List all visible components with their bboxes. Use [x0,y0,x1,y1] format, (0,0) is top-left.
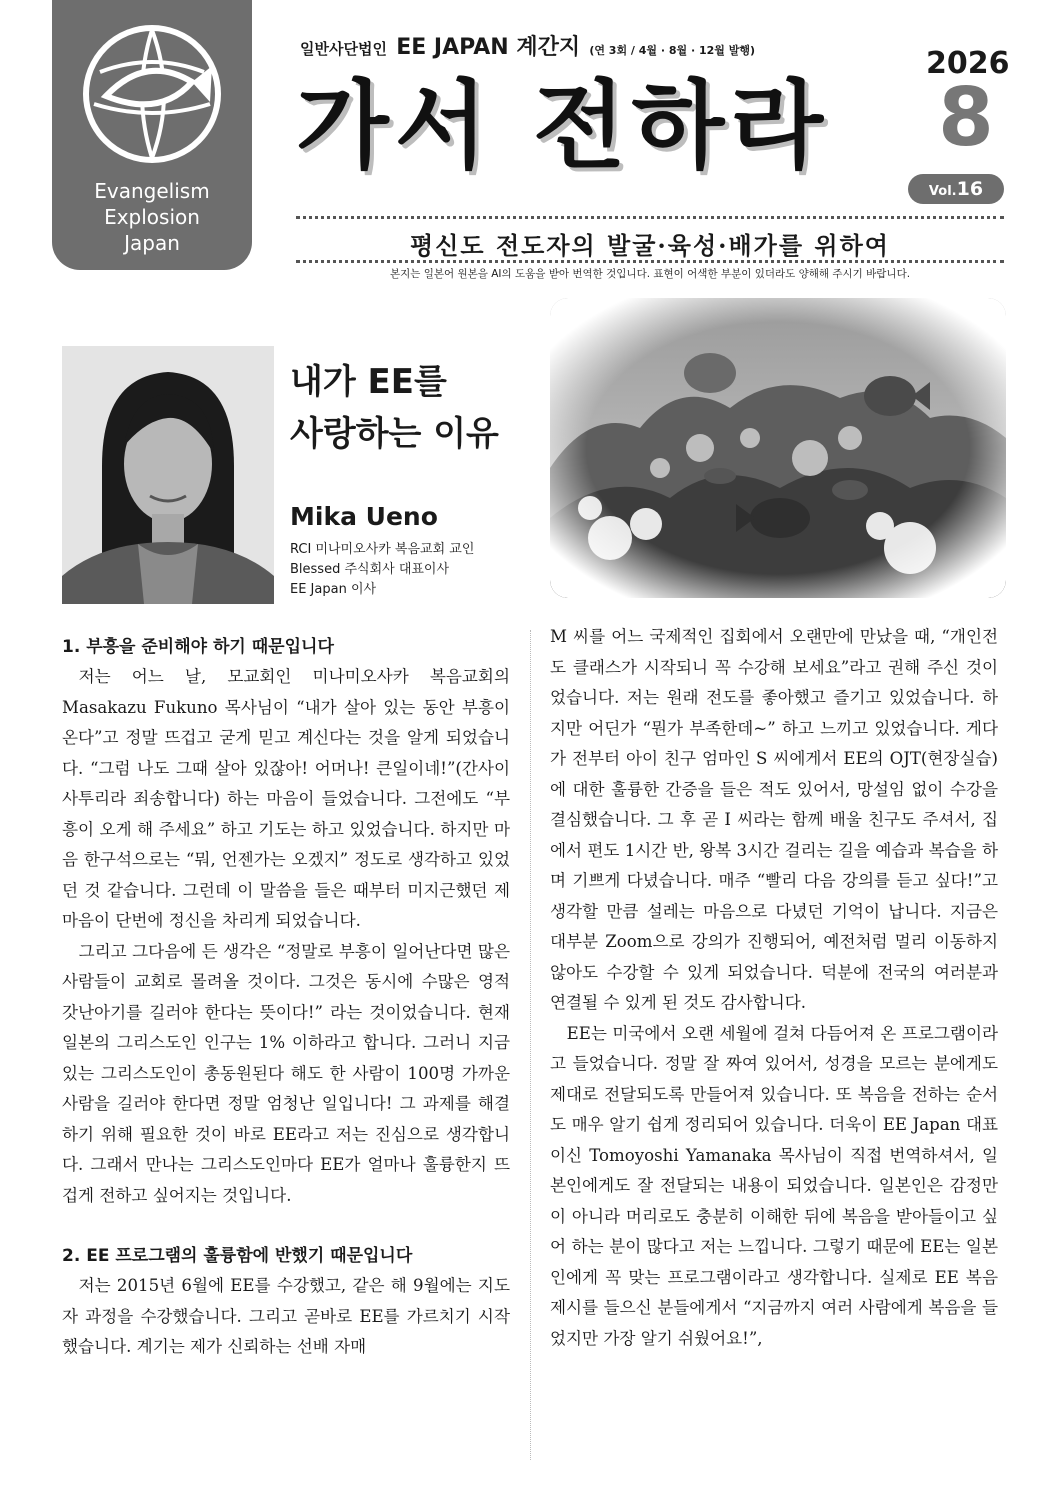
divider-bottom [296,260,1004,263]
logo-line-3: Japan [124,231,180,255]
affiliation-line: Blessed 주식회사 대표이사 [290,562,450,577]
article-title-line-2: 사랑하는 이유 [290,414,499,454]
author-photo [62,346,274,604]
volume-label: Vol. [928,184,957,199]
author-name: Mika Ueno [290,502,438,531]
article-column-right [550,622,998,1354]
section-2-paragraph-1: 저는 2015년 6월에 EE를 수강했고, 같은 해 9월에는 지도자 과정을 수강했습니다. 그리고 곧바로 EE를 가르치기 시작했습니다. 계기는 제가 신뢰하는 선배 자매 [62,1276,510,1356]
author-affiliation [290,540,474,600]
newsletter-subtitle: 평신도 전도자의 발굴·육성·배가를 위하여 [410,231,890,260]
section-1-heading: 1. 부흥을 준비해야 하기 때문입니다 [62,637,334,657]
translation-notice: 본지는 일본어 원본을 AI의 도움을 받아 번역한 것입니다. 표현이 어색한 부분이 있더라도 양해해 주시기 바랍니다. [389,268,911,280]
volume-badge [908,174,1004,204]
org-line [300,30,755,61]
article-column-left [62,632,510,1363]
section-2-heading: 2. EE 프로그램의 훌륭함에 반했기 때문입니다 [62,1246,413,1266]
issue-month: 8 [938,71,994,164]
article-title-line-1: 내가 EE를 [290,362,447,402]
section-1-paragraph-2: 그리고 그다음에 든 생각은 “정말로 부흥이 일어난다면 많은 사람들이 교회로 몰려올 것이다. 그것은 동시에 수많은 영적 갓난아기를 길러야 한다는 뜻이다!” 라는 것이었습니다. 현재 일본의 그리스도인 인구는 1% 이하라고 합니다. 그러니 지금 있는 그리스도인이 총동원된다 해도 한 사람이 100명 가까운 사람을 길러야 한다면 정말 엄청난 일입니다! 그 과제를 해결하기 위해 필요한 것이 바로 EE라고 저는 진심으로 생각합니다. 그래서 만나는 그리스도인마다 EE가 얼마나 훌륭한지 뜨겁게 전하고 싶어지는 것입니다. [62,941,510,1205]
newsletter-title: 가서 전하라 [296,70,830,182]
section-2-paragraph-2: EE는 미국에서 오랜 세월에 걸쳐 다듬어져 온 프로그램이라고 들었습니다. 정말 잘 짜여 있어서, 성경을 모르는 분에게도 제대로 전달되도록 만들어져 있습니다. 또 복음을 전하는 순서도 매우 알기 쉽게 정리되어 있습니다. 더욱이 EE Japan 대표이신 Tomoyoshi Yamanaka 목사님이 직접 번역하셔서, 일본인에게도 잘 전달되는 내용이 되었습니다. 일본인은 감정만이 아니라 머리로도 충분히 이해한 뒤에 복음을 받아들이고 싶어 하는 분이 많다고 저는 느낍니다. 그렇기 때문에 EE는 일본인에게 꼭 맞는 프로그램이라고 생각합니다. 실제로 EE 복음제시를 들으신 분들에게서 “지금까지 여러 사람에게 복음을 들었지만 가장 알기 쉬웠어요!”, [550,1023,998,1348]
coral-reef-image [550,298,1006,598]
logo-line-2: Explosion [104,205,200,229]
affiliation-line: RCI 미나미오사카 복음교회 교인 [290,542,475,557]
column-divider [530,630,531,1460]
volume-number: 16 [956,178,984,200]
affiliation-line: EE Japan 이사 [290,582,377,597]
issue-year: 2026 [926,46,1010,81]
globe-fish-logo-icon [80,22,224,166]
publication-schedule: (연 3회 / 4월 · 8월 · 12월 발행) [589,44,756,57]
section-2-paragraph-1-continued: M 씨를 어느 국제적인 집회에서 오랜만에 만났을 때, “개인전도 클래스가 시작되니 꼭 수강해 보세요”라고 권해 주신 것이었습니다. 저는 원래 전도를 좋아했고 즐기고 있었습니다. 하지만 어딘가 “뭔가 부족한데~” 하고 느끼고 있었습니다. 게다가 전부터 아이 친구 엄마인 S 씨에게서 EE의 OJT(현장실습)에 대한 훌륭한 간증을 들은 적도 있어서, 망설임 없이 수강을 결심했습니다. 그 후 곧 I 씨라는 함께 배울 친구도 주셔서, 집에서 편도 1시간 반, 왕복 3시간 걸리는 길을 예습과 복습을 하며 기쁘게 다녔습니다. 매주 “빨리 다음 강의를 듣고 싶다!”고 생각할 만큼 설레는 마음으로 다녔던 기억이 납니다. 지금은 대부분 Zoom으로 강의가 진행되어, 예전처럼 멀리 이동하지 않아도 수강할 수 있게 되었습니다. 덕분에 전국의 여러분과 연결될 수 있게 된 것도 감사합니다. [550,627,998,1012]
divider-top [296,216,1004,219]
article-title [290,356,499,460]
ee-logo-panel [52,0,252,270]
logo-line-1: Evangelism [94,179,210,203]
org-prefix: 일반사단법인 [300,40,387,58]
org-name: EE JAPAN 계간지 [396,35,581,60]
section-1-paragraph-1: 저는 어느 날, 모교회인 미나미오사카 복음교회의 Masakazu Fukuno 목사님이 “내가 살아 있는 동안 부흥이 온다”고 정말 뜨겁고 굳게 믿고 계신다는 것을 알게 되었습니다. “그럼 나도 그때 살아 있잖아! 어머나! 큰일이네!”(간사이 사투리라 죄송합니다) 하는 마음이 들었습니다. 그전에도 “부흥이 오게 해 주세요” 하고 기도는 하고 있었습니다. 하지만 마음 한구석으로는 “뭐, 언젠가는 오겠지” 정도로 생각하고 있었던 것 같습니다. 그런데 이 말씀을 들은 때부터 미지근했던 제 마음이 단번에 정신을 차리게 되었습니다. [62,667,510,930]
